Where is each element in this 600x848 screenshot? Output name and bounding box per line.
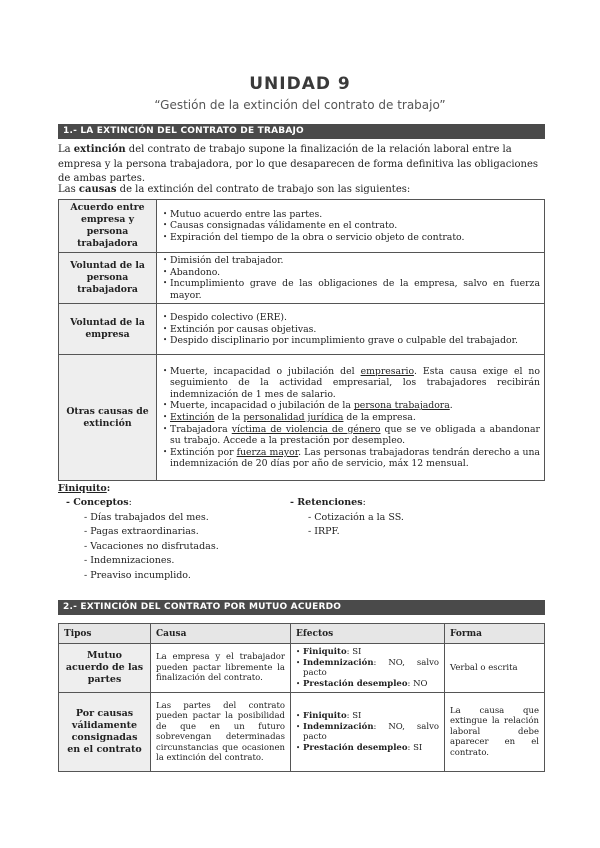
causas-paragraph <box>58 183 545 198</box>
text: : NO <box>407 678 428 689</box>
table-row <box>59 644 545 693</box>
retenciones-list <box>290 496 404 540</box>
text: : NO, salvo pacto <box>303 657 439 678</box>
column-header: Tipos <box>59 624 151 644</box>
causas-row-body <box>157 253 545 304</box>
text: Finiquito <box>303 647 347 657</box>
list-item: - Vacaciones no disfrutadas. <box>84 540 219 552</box>
text: Indemnización <box>303 721 374 732</box>
text: . Esta causa exige el no seguimiento de la actividad empresarial, los trabajadores recibirán indemnización de 1 mes de salario. <box>170 365 540 400</box>
list-item: • Abandono. <box>163 267 540 279</box>
text: Indemnización <box>303 657 374 668</box>
causa-cell: Las partes del contrato pueden pactar la posibilidad de que en un futuro sobrevengan determinadas circunstancias que ocasionen la extinción del contrato. <box>151 693 291 772</box>
list-item <box>296 658 439 679</box>
conceptos-list <box>66 496 219 583</box>
page-title: UNIDAD 9 <box>249 74 351 94</box>
mutuo-acuerdo-table <box>58 623 545 772</box>
text: Muerte, incapacidad o jubilación del <box>170 365 361 377</box>
list-item: - Cotización a la SS. <box>308 511 404 523</box>
text: . <box>449 400 453 412</box>
causas-table <box>58 199 545 481</box>
text: Prestación desempleo <box>303 678 408 689</box>
causas-row-head: Voluntad de la persona trabajadora <box>59 253 157 304</box>
finiquito-colon: : <box>106 483 111 494</box>
list-item: • Despido colectivo (ERE). <box>163 312 540 324</box>
text: : SI <box>346 711 362 721</box>
page-subtitle: “Gestión de la extinción del contrato de trabajo” <box>154 98 446 112</box>
list-item <box>296 647 439 658</box>
list-item: • Mutuo acuerdo entre las partes. <box>163 209 540 221</box>
conceptos-label: - Conceptos: <box>66 497 132 508</box>
list-item <box>296 711 439 722</box>
text: de la <box>214 412 244 424</box>
list-item: - Días trabajados del mes. <box>84 511 209 523</box>
text: : NO, salvo pacto <box>303 721 439 742</box>
text: de la empresa. <box>343 412 416 424</box>
causas-row-body <box>157 355 545 481</box>
causas-row <box>59 200 545 253</box>
list-item <box>296 722 439 743</box>
list-item: - Pagas extraordinarias. <box>84 526 199 537</box>
list-item: • Expiración del tiempo de la obra o servicio objeto de contrato. <box>163 232 540 244</box>
causas-row-head: Acuerdo entre empresa y persona trabajadora <box>59 200 157 253</box>
list-item <box>163 412 540 424</box>
intro-text-bold: extinción <box>73 144 126 155</box>
efectos-cell <box>291 644 445 693</box>
list-item: • Extinción por causas objetivas. <box>163 324 540 336</box>
intro-text-pre: La <box>58 144 74 155</box>
text: Finiquito <box>303 711 347 721</box>
causas-row-body <box>157 304 545 355</box>
text: : SI <box>407 742 423 753</box>
list-item <box>163 424 540 447</box>
list-item <box>296 743 439 754</box>
underlined-text: empresario <box>360 365 414 377</box>
tipo-cell: Por causas válidamente consignadas en el contrato <box>59 693 151 772</box>
list-item: • Causas consignadas válidamente en el contrato. <box>163 220 540 232</box>
underlined-text: víctima de violencia de género <box>231 423 381 435</box>
causa-cell: La empresa y el trabajador pueden pactar libremente la finalización del contrato. <box>151 644 291 693</box>
finiquito-heading <box>58 482 110 497</box>
text: Extinción por <box>170 446 237 458</box>
section-1-heading: 1.- LA EXTINCIÓN DEL CONTRATO DE TRABAJO <box>58 124 545 139</box>
causas-row <box>59 355 545 481</box>
list-item: • Dimisión del trabajador. <box>163 255 540 267</box>
retenciones-label: - Retenciones: <box>290 497 366 508</box>
list-item <box>163 400 540 412</box>
table-header-row <box>59 624 545 644</box>
list-item <box>296 679 439 690</box>
section-2-heading: 2.- EXTINCIÓN DEL CONTRATO POR MUTUO ACUERDO <box>58 600 545 615</box>
underlined-text: personalidad jurídica <box>243 412 344 424</box>
intro-text-post: del contrato de trabajo supone la finalización de la relación laboral entre la empresa y la persona trabajadora, por lo que desaparecen de forma definitiva las obligaciones de ambas partes. <box>58 144 539 184</box>
list-item: • Despido disciplinario por incumplimiento grave o culpable del trabajador. <box>163 335 540 347</box>
list-item <box>163 447 540 470</box>
list-item <box>163 366 540 401</box>
causas-row <box>59 253 545 304</box>
table-row <box>59 693 545 772</box>
text: . Las personas trabajadoras tendrán derecho a una indemnización de 20 días por año de servicio, máx 12 mensual. <box>170 446 540 470</box>
causas-text-bold: causas <box>78 184 117 195</box>
causas-text-post: de la extinción del contrato de trabajo son las siguientes: <box>116 184 411 195</box>
text: Muerte, incapacidad o jubilación de la <box>170 400 354 412</box>
causas-text-pre: Las <box>58 184 79 195</box>
finiquito-title: Finiquito <box>58 483 107 494</box>
causas-row <box>59 304 545 355</box>
causas-row-head: Otras causas de extinción <box>59 355 157 481</box>
underlined-text: fuerza mayor <box>236 446 299 458</box>
forma-cell: Verbal o escrita <box>445 644 545 693</box>
underlined-text: Extinción <box>170 412 215 424</box>
list-item: • Incumplimiento grave de las obligaciones de la empresa, salvo en fuerza mayor. <box>163 278 540 301</box>
causas-row-body <box>157 200 545 253</box>
list-item: - Indemnizaciones. <box>84 555 175 566</box>
text: - Retenciones <box>290 497 363 508</box>
causas-row-head: Voluntad de la empresa <box>59 304 157 355</box>
list-item: - IRPF. <box>308 526 340 537</box>
column-header: Efectos <box>291 624 445 644</box>
underlined-text: persona trabajadora <box>353 400 450 412</box>
intro-paragraph <box>58 143 545 187</box>
text: Prestación desempleo <box>303 742 408 753</box>
text: : SI <box>346 647 362 657</box>
column-header: Causa <box>151 624 291 644</box>
tipo-cell: Mutuo acuerdo de las partes <box>59 644 151 693</box>
text: Trabajadora <box>170 423 232 435</box>
column-header: Forma <box>445 624 545 644</box>
efectos-cell <box>291 693 445 772</box>
forma-cell: La causa que extingue la relación laboral debe aparecer en el contrato. <box>445 693 545 772</box>
text: que se ve obligada a abandonar su trabajo. Accede a la prestación por desempleo. <box>170 423 540 447</box>
text: - Conceptos <box>66 497 129 508</box>
list-item: - Preaviso incumplido. <box>84 569 191 581</box>
